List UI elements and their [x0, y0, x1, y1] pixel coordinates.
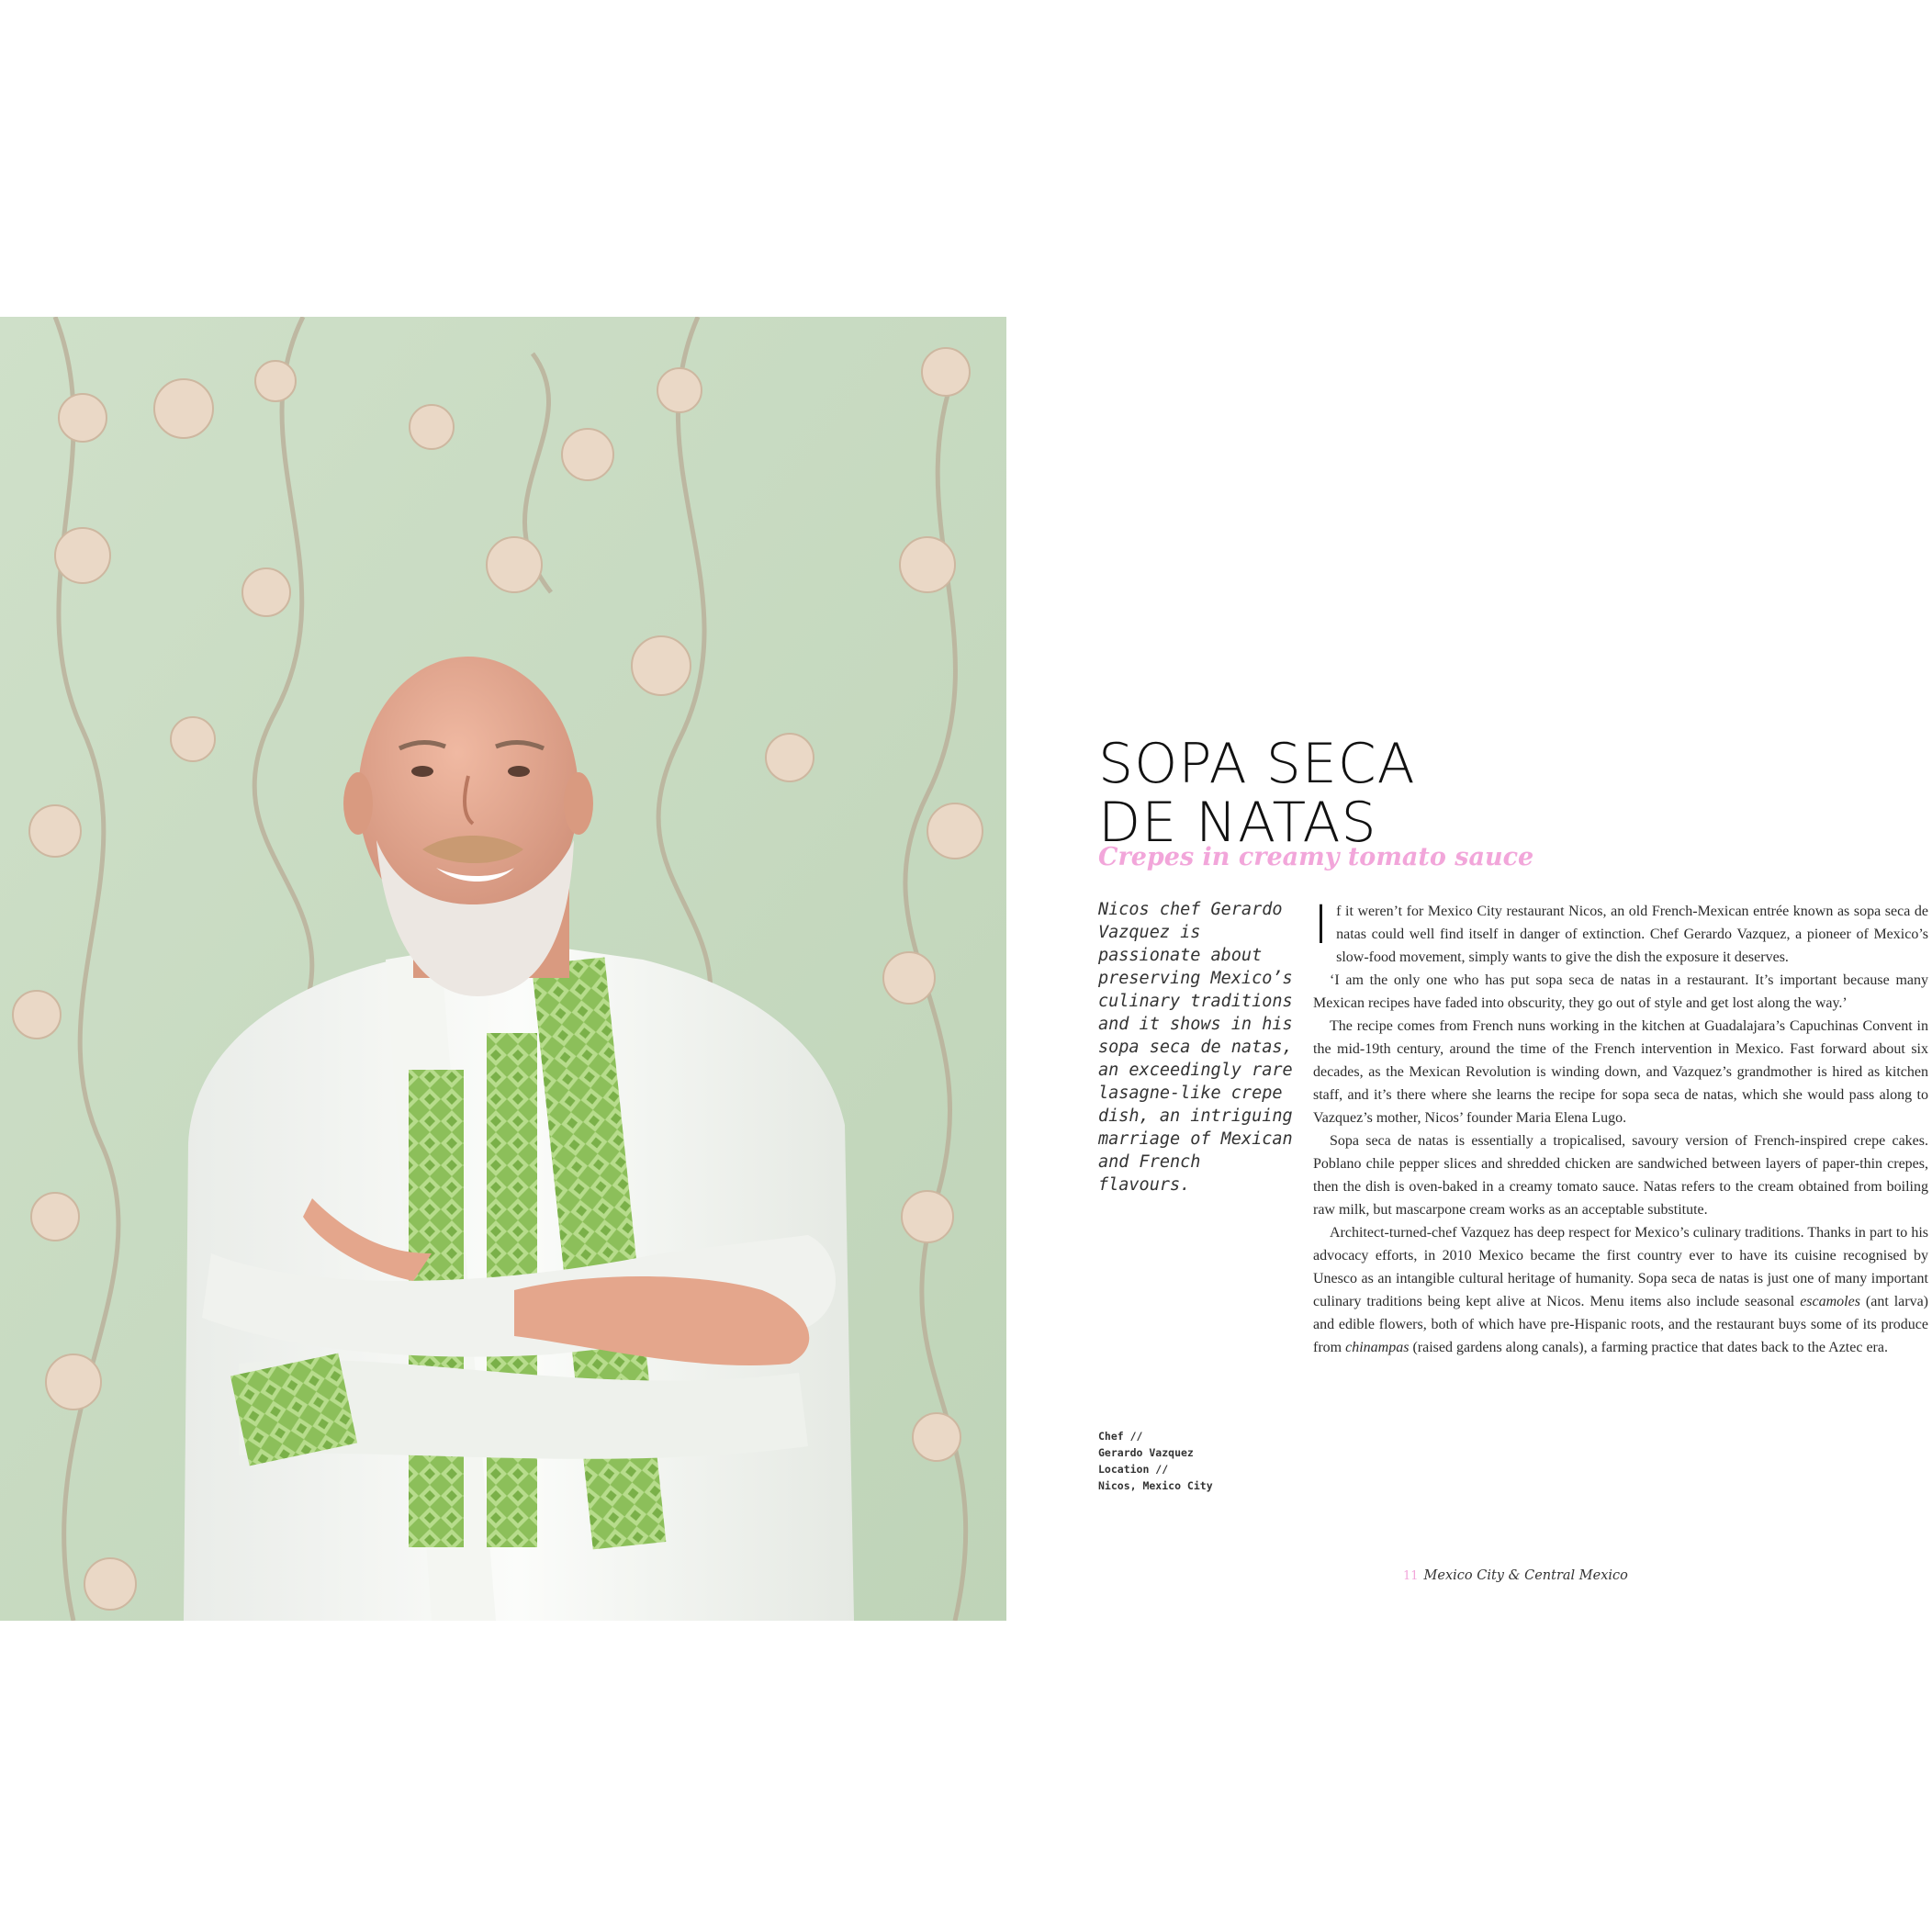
body-paragraph-4: Sopa seca de natas is essentially a tropicalised, savoury version of French-inspired crepe cakes. Poblano chile pepper slices and shredded chicken are sandwiched between layers of paper-thin crepes, then the dish is oven-baked in a creamy tomato sauce. Natas refers to the cream obtained from boiling raw milk, but mascarpone cream works as an acceptable substitute. — [1313, 1133, 1928, 1218]
title-line-2: DE NATAS — [1098, 791, 1377, 855]
chef-portrait-illustration — [0, 317, 1006, 1621]
chef-portrait-photo — [0, 317, 1006, 1621]
drop-cap: I — [1313, 893, 1330, 956]
page-footer — [1403, 1568, 1770, 1583]
p5-part-e: (raised gardens along canals), a farming practice that dates back to the Aztec era. — [1409, 1340, 1888, 1355]
location-label: Location // — [1098, 1463, 1169, 1476]
chef-name: Gerardo Vazquez — [1098, 1446, 1194, 1459]
p5-chinampas: chinampas — [1345, 1340, 1410, 1355]
page-number: 11 — [1403, 1569, 1419, 1583]
location-name: Nicos, Mexico City — [1098, 1479, 1213, 1492]
article-title — [1098, 732, 1741, 855]
p5-escamoles: escamoles — [1800, 1294, 1860, 1309]
body-paragraph-1 — [1313, 893, 1928, 969]
paragraph-1-text: f it weren’t for Mexico City restaurant Nicos, an old French-Mexican entrée known as sopa seca de natas could well find itself in danger of extinction. Chef Gerardo Vazquez, a pioneer of Mexico’s slow-food movement, simply wants to give the dish the exposure it deserves. — [1336, 904, 1928, 965]
section-name: Mexico City & Central Mexico — [1423, 1568, 1628, 1583]
standfirst: Nicos chef Gerardo Vazquez is passionate about preserving Mexico’s culinary traditions and it shows in his sopa seca de natas, an exceedingly rare lasagne-like crepe dish, an intriguing marriage of Mexican and French flavours. — [1098, 900, 1293, 1195]
title-line-1: SOPA SECA — [1098, 732, 1416, 796]
article-subtitle: Crepes in creamy tomato sauce — [1098, 843, 1534, 871]
article-body — [1313, 893, 1928, 1359]
chef-label: Chef // — [1098, 1430, 1143, 1443]
p5-part-c: (ant larva) and edible flowers, both of which have pre-Hispanic roots, and the restaurant buys some of its produce from — [1313, 1294, 1928, 1355]
body-paragraph-5 — [1313, 1221, 1928, 1359]
body-paragraph-3: The recipe comes from French nuns working in the kitchen at Guadalajara’s Capuchinas Convent in the mid-19th century, around the time of the French intervention in Mexico. Fast forward about six decades, as the Mexican Revolution is winding down, and Vazquez’s grandmother is hired as kitchen staff, and it’s there where she learns the recipe for sopa seca de natas, which she would pass along to Vazquez’s mother, Nicos’ founder Maria Elena Lugo. — [1313, 1018, 1928, 1126]
p5-part-a: Architect-turned-chef Vazquez has deep respect for Mexico’s culinary traditions. Thanks in part to his advocacy efforts, in 2010 Mexico became the first country ever to have its cuisine recognised by Unesco as an intangible cultural heritage of humanity. Sopa seca de natas is just one of many important culinary traditions being kept alive at Nicos. Menu items also include seasonal — [1313, 1225, 1928, 1309]
body-paragraph-2: ‘I am the only one who has put sopa seca de natas in a restaurant. It’s important because many Mexican recipes have faded into obscurity, they go out of style and get lost along the way.’ — [1313, 972, 1928, 1011]
credits-block — [1098, 1428, 1282, 1494]
